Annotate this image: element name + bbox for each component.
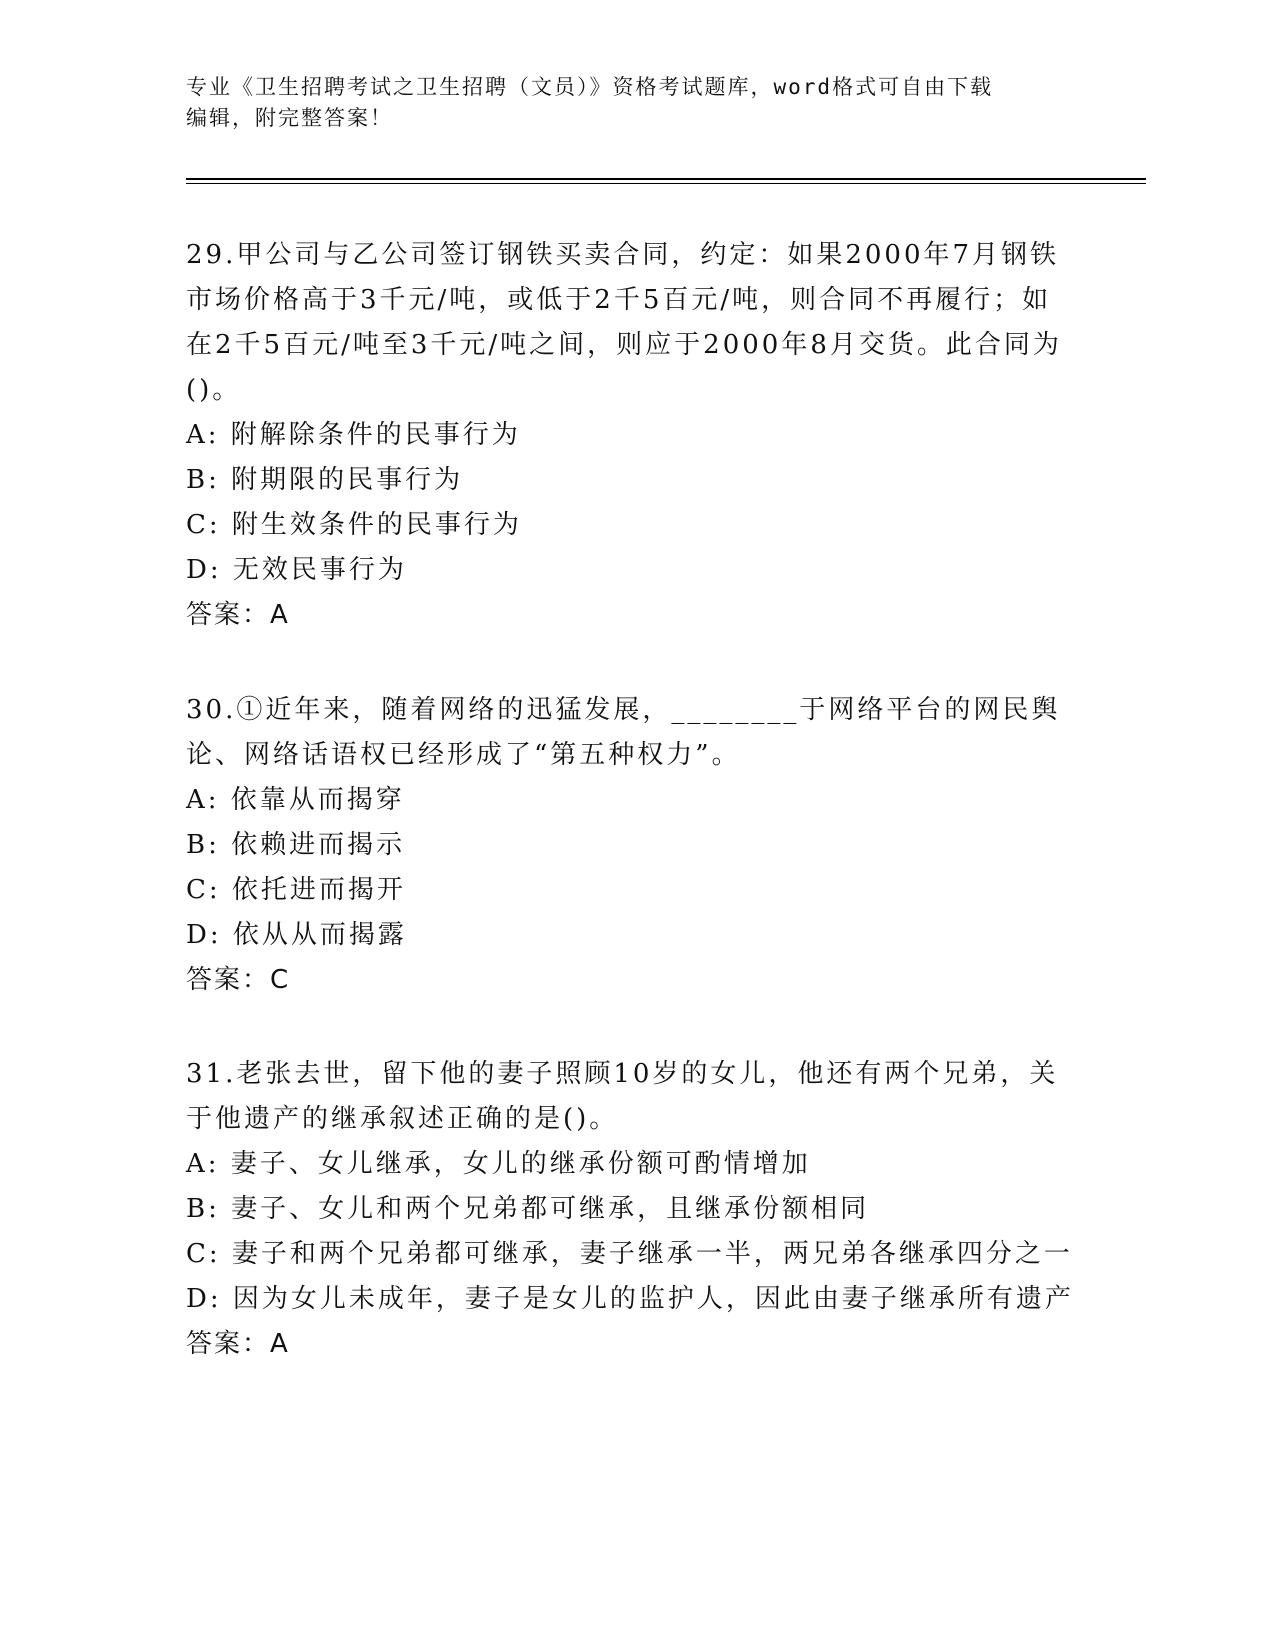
question-text: 29.甲公司与乙公司签订钢铁买卖合同，约定：如果2000年7月钢铁市场价格高于3千元/吨，或低于2千5百元/吨，则合同不再履行；如在2千5百元/吨至3千元/吨之间，则应于2000年8月交货。此合同为()。 bbox=[186, 240, 1062, 405]
option-b: B: 依赖进而揭示 bbox=[186, 830, 406, 860]
answer-label: 答案：A bbox=[186, 1329, 290, 1359]
question-text: 31.老张去世，留下他的妻子照顾10岁的女儿，他还有两个兄弟，关于他遗产的继承叙述正确的是()。 bbox=[186, 1059, 1059, 1134]
header-line-2: 编辑，附完整答案！ bbox=[186, 106, 393, 130]
option-a: A: 附解除条件的民事行为 bbox=[186, 420, 521, 450]
option-d: D: 无效民事行为 bbox=[186, 555, 407, 585]
question-31 bbox=[186, 1052, 1074, 1367]
option-d: D: 因为女儿未成年，妻子是女儿的监护人，因此由妻子继承所有遗产 bbox=[186, 1284, 1074, 1314]
header-divider-thick bbox=[186, 178, 1146, 180]
header-line-1: 专业《卫生招聘考试之卫生招聘（文员）》资格考试题库，word格式可自由下载 bbox=[186, 75, 994, 99]
option-c: C: 妻子和两个兄弟都可继承，妻子继承一半，两兄弟各继承四分之一 bbox=[186, 1239, 1073, 1269]
option-c: C: 附生效条件的民事行为 bbox=[186, 510, 522, 540]
answer-label: 答案：C bbox=[186, 965, 291, 995]
option-d: D: 依从从而揭露 bbox=[186, 920, 407, 950]
header-divider-thin bbox=[186, 183, 1146, 184]
question-30 bbox=[186, 688, 1066, 1003]
option-b: B: 妻子、女儿和两个兄弟都可继承，且继承份额相同 bbox=[186, 1194, 870, 1224]
document-header bbox=[186, 72, 1066, 134]
option-c: C: 依托进而揭开 bbox=[186, 875, 406, 905]
option-a: A: 依靠从而揭穿 bbox=[186, 785, 405, 815]
question-text: 30.①近年来，随着网络的迅猛发展，________于网络平台的网民舆论、网络话语权已经形成了“第五种权力”。 bbox=[186, 695, 1061, 770]
question-29 bbox=[186, 233, 1066, 638]
option-a: A: 妻子、女儿继承，女儿的继承份额可酌情增加 bbox=[186, 1149, 811, 1179]
option-b: B: 附期限的民事行为 bbox=[186, 465, 464, 495]
answer-label: 答案：A bbox=[186, 600, 290, 630]
